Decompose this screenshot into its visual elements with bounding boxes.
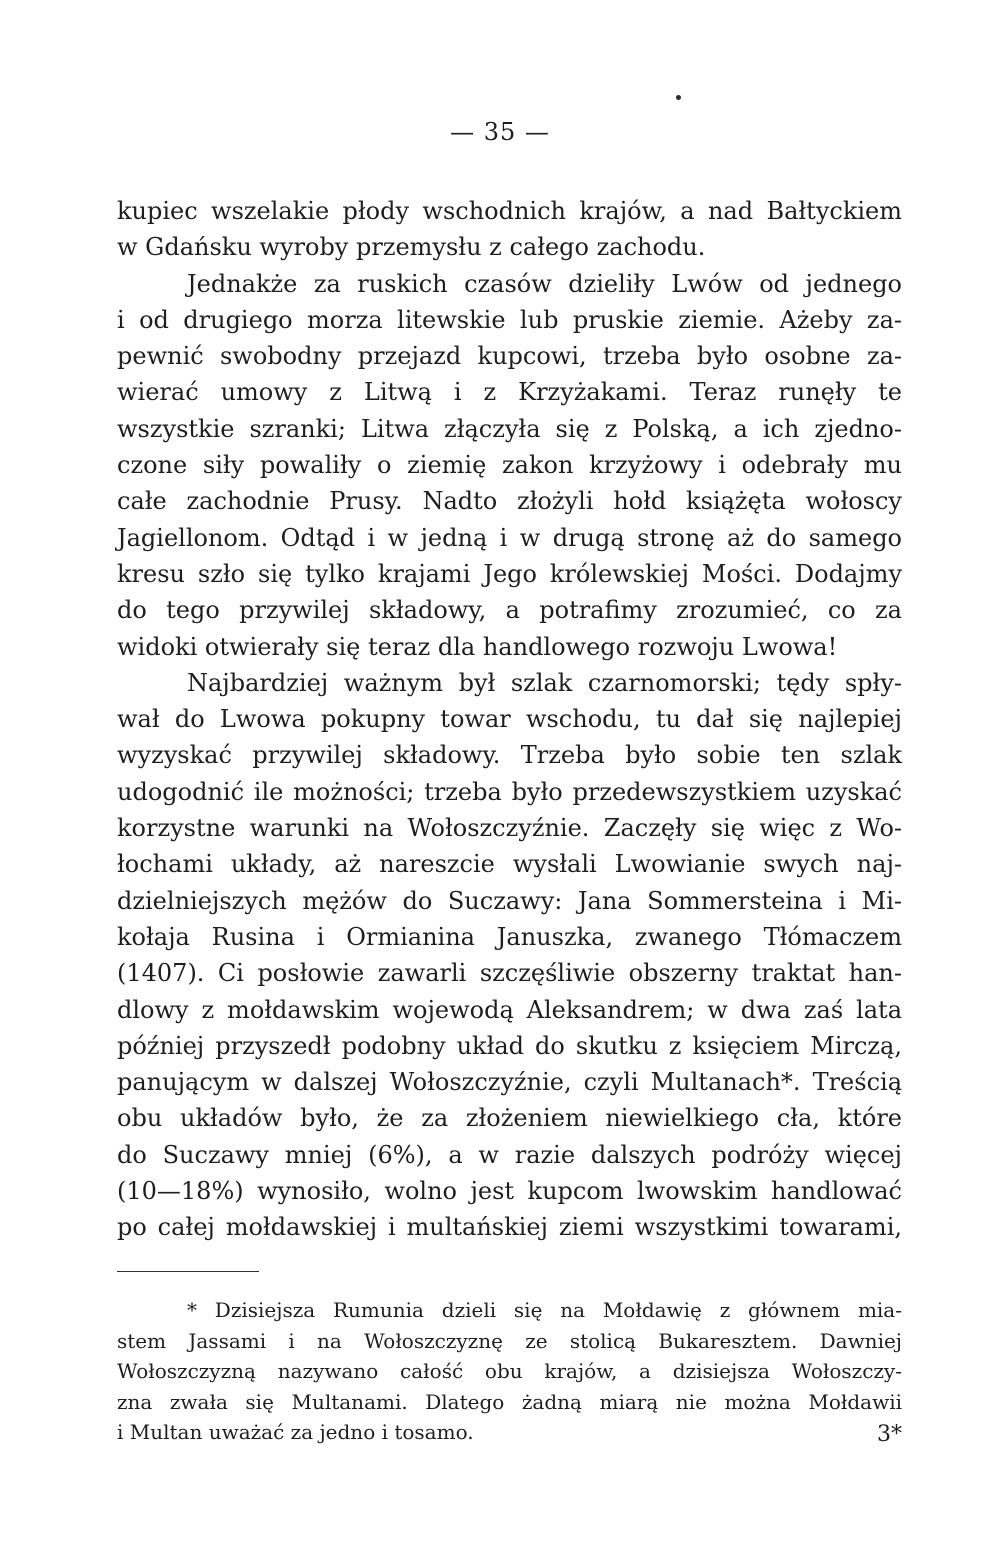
text-line: kupiec wszelakie płody wschodnich krajów, a nad Bałtyckiem [117,197,902,225]
footnote-line: Wołoszczyzną nazywano całość obu krajów, a dzisiejsza Wołoszczy- [117,1359,902,1383]
text-line: korzystne warunki na Wołoszczyźnie. Zaczęły się więc z Wo- [117,814,902,843]
body-text [117,193,902,1246]
text-line: widoki otwierały się teraz dla handlowego rozwoju Lwowa! [117,632,838,661]
text-line: dzielniejszych mężów do Suczawy: Jana Sommersteina i Mi- [117,886,902,915]
text-line: dlowy z mołdawskim wojewodą Aleksandrem; w dwa zaś lata [117,995,902,1024]
text-line: Jednakże za ruskich czasów dzieliły Lwów od jednego [187,269,902,298]
text-line: łochami układy, aż nareszcie wysłali Lwowianie swych naj- [117,850,902,879]
text-line: wał do Lwowa pokupny towar wschodu, tu dał się najlepiej [117,705,902,734]
footnote-line: stem Jassami i na Wołoszczyznę ze stolicą Bukaresztem. Dawniej [117,1328,902,1353]
text-line: panującym w dalszej Wołoszczyźnie, czyli Multanach*. Treścią [117,1068,902,1097]
footnote-divider [117,1271,259,1272]
text-line: później przyszedł podobny układ do skutku z księciem Mirczą, [117,1031,902,1060]
text-line: czone siły powaliły o ziemię zakon krzyżowy i odebrały mu [117,451,902,480]
printer-signature-mark: 3* [877,1422,902,1447]
text-line: pewnić swobodny przejazd kupcowi, trzeba było osobne za- [117,342,902,371]
text-line: Jagiellonom. Odtąd i w jedną i w drugą stronę aż do samego [117,523,902,552]
footnote-line: zna zwała się Multanami. Dlatego żadną miarą nie można Mołdawii [117,1389,902,1414]
text-line: (10—18%) wynosiło, wolno jest kupcom lwowskim handlować [117,1177,902,1206]
page-number: — 35 — [450,118,550,146]
text-line: po całej mołdawskiej i multańskiej ziemi wszystkimi towarami, [117,1213,902,1242]
footnote-line: i Multan uważać za jedno i tosamo. [117,1420,474,1444]
text-line: wierać umowy z Litwą i z Krzyżakami. Teraz runęły te [117,378,902,407]
text-line: udogodnić ile możności; trzeba było przedewszystkiem uzyskać [117,777,902,806]
text-line: i od drugiego morza litewskie lub pruskie ziemie. Ażeby za- [117,305,902,334]
text-line: Najbardziej ważnym był szlak czarnomorski; tędy spły- [187,668,902,697]
text-line: wyzyskać przywilej składowy. Trzeba było sobie ten szlak [117,741,902,770]
text-line: kołaja Rusina i Ormianina Januszka, zwanego Tłómaczem [117,922,902,951]
text-line: obu układów było, że za złożeniem niewielkiego cła, które [117,1104,902,1133]
text-line: całe zachodnie Prusy. Nadto złożyli hołd książęta wołoscy [117,487,902,516]
ink-speck [676,95,681,100]
text-line: kresu szło się tylko krajami Jego królewskiej Mości. Dodajmy [117,559,902,588]
text-line: do tego przywilej składowy, a potrafimy zrozumieć, co za [117,596,902,625]
text-line: wszystkie szranki; Litwa złączyła się z Polską, a ich zjedno- [117,414,902,443]
footnote-line: * Dzisiejsza Rumunia dzieli się na Mołdawię z głównem mia- [187,1298,902,1322]
text-line: (1407). Ci posłowie zawarli szczęśliwie obszerny traktat han- [117,959,902,988]
text-line: do Suczawy mniej (6%), a w razie dalszych podróży więcej [117,1140,902,1169]
text-line: w Gdańsku wyroby przemysłu z całego zachodu. [117,233,706,262]
